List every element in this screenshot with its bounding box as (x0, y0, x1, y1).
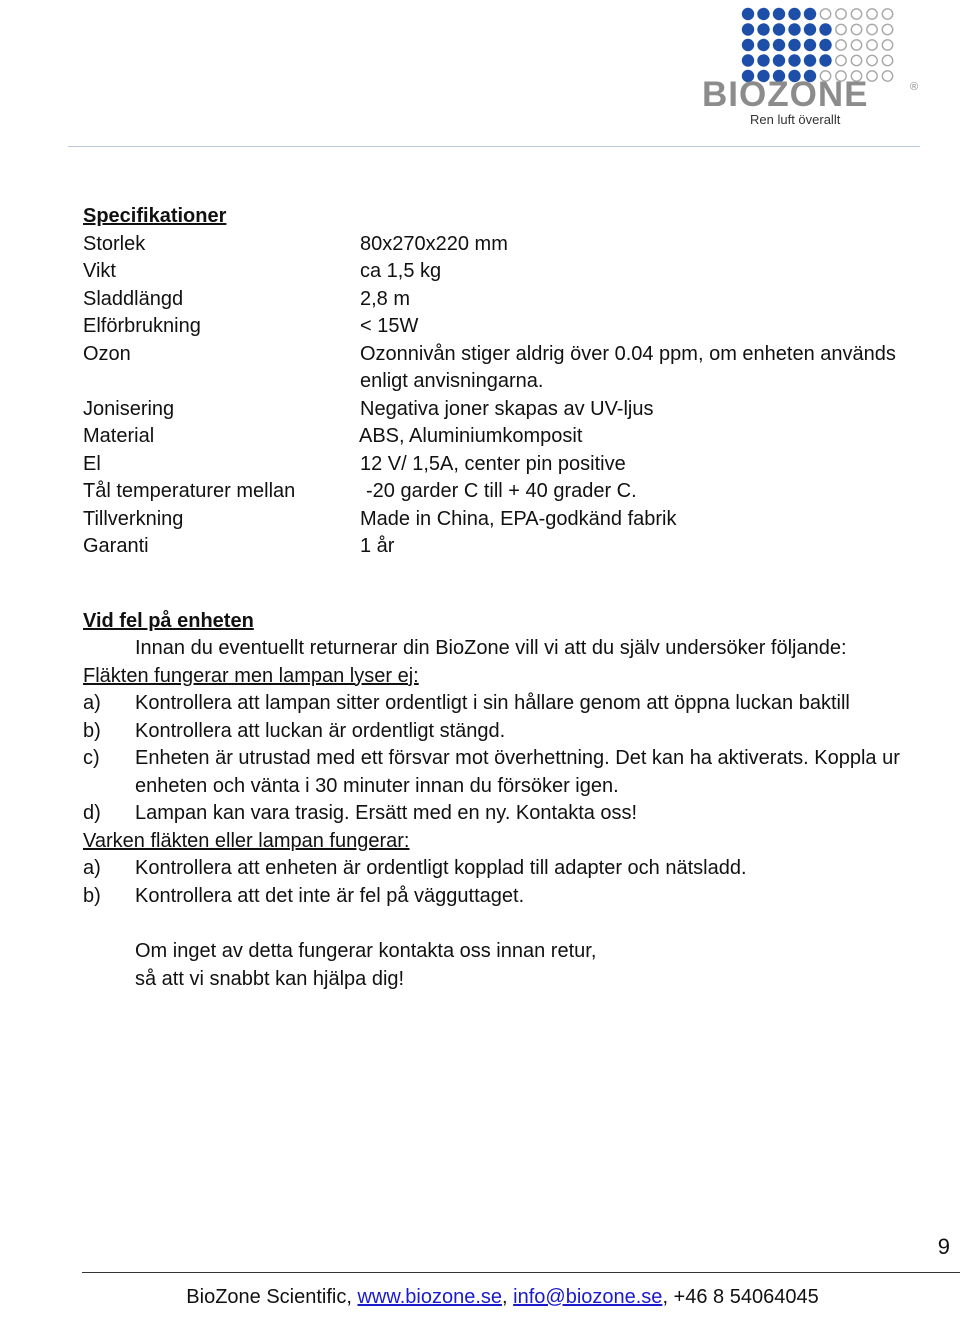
list-item (83, 718, 933, 746)
list-item (83, 855, 933, 883)
logo-dot (836, 55, 846, 65)
logo-dot (836, 40, 846, 50)
spec-label: El (83, 452, 101, 475)
logo-dot (851, 24, 861, 34)
spec-row (83, 286, 933, 314)
footer-company: BioZone Scientific, (186, 1286, 352, 1308)
logo-dot (836, 24, 846, 34)
logo-dot (819, 23, 831, 35)
spec-label: Material (83, 425, 155, 447)
logo-dot (882, 71, 892, 81)
spec-row (83, 506, 933, 534)
list-item-text: Kontrollera att luckan är ordentligt stängd. (135, 719, 506, 742)
logo-dot (820, 9, 830, 19)
footer-separator: , (502, 1286, 508, 1308)
logo-dot (773, 8, 785, 20)
logo-dot-grid (742, 8, 893, 82)
logo-dot (882, 55, 892, 65)
logo-dot (819, 54, 831, 66)
logo-dot (757, 23, 769, 35)
logo-dot (851, 40, 861, 50)
spec-value: 1 år (360, 535, 395, 557)
spec-row (83, 231, 933, 259)
spec-row (83, 451, 933, 479)
logo-dot (788, 23, 800, 35)
list-item (83, 690, 933, 718)
spec-row (83, 341, 933, 396)
logo-dot (773, 23, 785, 35)
logo-wordmark-part2: ZONE (767, 75, 869, 114)
logo-dot (757, 39, 769, 51)
logo-dot (742, 8, 754, 20)
spec-value: Negativa joner skapas av UV-ljus (360, 397, 654, 420)
logo-dot (882, 24, 892, 34)
troubleshooting-intro: Innan du eventuellt returnerar din BioZone vill vi att du själv undersöker följande: (135, 637, 847, 659)
logo-dot (851, 9, 861, 19)
logo-dot (773, 54, 785, 66)
logo-dot (757, 8, 769, 20)
list-item-letter: a) (83, 857, 101, 879)
case1-title: Fläkten fungerar men lampan lyser ej: (83, 664, 419, 687)
spec-label: Vikt (83, 260, 116, 282)
logo-dot (788, 54, 800, 66)
logo-dot (788, 39, 800, 51)
list-item-letter: c) (83, 747, 100, 769)
logo-dot (836, 9, 846, 19)
logo-dot (819, 39, 831, 51)
header-divider (68, 146, 920, 147)
logo-wordmark-part1: BIO (702, 75, 768, 114)
case2-title: Varken fläkten eller lampan fungerar: (83, 829, 410, 852)
spec-value: < 15W (360, 315, 419, 337)
list-item-letter: a) (83, 692, 101, 714)
spec-value: 80x270x220 mm (360, 232, 508, 255)
spec-value: -20 garder C till + 40 grader C. (366, 480, 637, 502)
list-item (83, 883, 933, 911)
list-item-letter: b) (83, 719, 101, 742)
logo-dot (773, 39, 785, 51)
logo-wordmark (702, 75, 868, 114)
logo-dot (742, 39, 754, 51)
logo-dot (851, 55, 861, 65)
specs-heading: Specifikationer (83, 205, 227, 227)
spec-value: ABS, Aluminiumkomposit (359, 425, 583, 447)
logo-registered-mark: ® (910, 81, 919, 93)
list-item-letter: b) (83, 884, 101, 907)
list-item-text: Kontrollera att det inte är fel på vägguttaget. (135, 884, 525, 907)
spec-row (83, 313, 933, 341)
logo-dot (804, 54, 816, 66)
logo-dot (804, 8, 816, 20)
spec-value: 12 V/ 1,5A, center pin positive (360, 452, 626, 475)
closing-line-2: så att vi snabbt kan hjälpa dig! (135, 967, 405, 990)
logo-dot (867, 55, 877, 65)
spec-label: Garanti (83, 535, 149, 557)
list-item-text: Kontrollera att enheten är ordentligt kopplad till adapter och nätsladd. (135, 857, 747, 879)
troubleshooting-heading: Vid fel på enheten (83, 609, 254, 632)
spec-value: 2,8 m (360, 287, 411, 310)
spec-row (83, 533, 933, 561)
logo-dot (742, 23, 754, 35)
list-item (83, 800, 933, 828)
closing-line-1: Om inget av detta fungerar kontakta oss innan retur, (135, 940, 597, 962)
spec-label: Tål temperaturer mellan (83, 480, 296, 502)
spec-row (83, 258, 933, 286)
list-item-letter: d) (83, 802, 101, 824)
logo-dot (867, 40, 877, 50)
spec-label: Storlek (83, 232, 146, 255)
logo-dot (804, 23, 816, 35)
spec-value: Ozonnivån stiger aldrig över 0.04 ppm, om enheten används enligt anvisningarna. (360, 342, 896, 392)
spec-value: Made in China, EPA-godkänd fabrik (360, 507, 677, 530)
spec-label: Tillverkning (83, 507, 184, 530)
logo-dot (882, 9, 892, 19)
spec-row (83, 478, 933, 506)
spec-label: Jonisering (83, 397, 175, 420)
biozone-logo (700, 4, 922, 128)
logo-dot (788, 8, 800, 20)
footer (0, 1286, 960, 1309)
footer-divider (82, 1272, 960, 1273)
logo-dot (804, 39, 816, 51)
footer-email-link[interactable]: info@biozone.se (513, 1286, 663, 1308)
list-item (83, 745, 933, 800)
page-number: 9 (937, 1234, 950, 1259)
specs-table (83, 231, 933, 561)
logo-dot (867, 24, 877, 34)
logo-dot (742, 54, 754, 66)
spec-row (83, 423, 933, 451)
list-item-text: Kontrollera att lampan sitter ordentligt i sin hållare genom att öppna luckan baktill (135, 692, 850, 714)
logo-dot (867, 9, 877, 19)
spec-row (83, 396, 933, 424)
list-item-text: Lampan kan vara trasig. Ersätt med en ny. Kontakta oss! (135, 802, 638, 824)
logo-dot (882, 40, 892, 50)
footer-phone: , +46 8 54064045 (662, 1286, 819, 1308)
spec-label: Elförbrukning (83, 315, 201, 337)
footer-website-link[interactable]: www.biozone.se (357, 1286, 503, 1308)
spec-label: Sladdlängd (83, 287, 184, 310)
logo-tagline: Ren luft överallt (750, 112, 841, 127)
logo-dot (757, 54, 769, 66)
spec-value: ca 1,5 kg (360, 260, 442, 282)
document-body (83, 203, 933, 993)
spec-label: Ozon (83, 342, 131, 365)
list-item-text: Enheten är utrustad med ett försvar mot överhettning. Det kan ha aktiverats. Koppla ur enheten och vänta i 30 minuter innan du försöker igen. (135, 747, 900, 797)
